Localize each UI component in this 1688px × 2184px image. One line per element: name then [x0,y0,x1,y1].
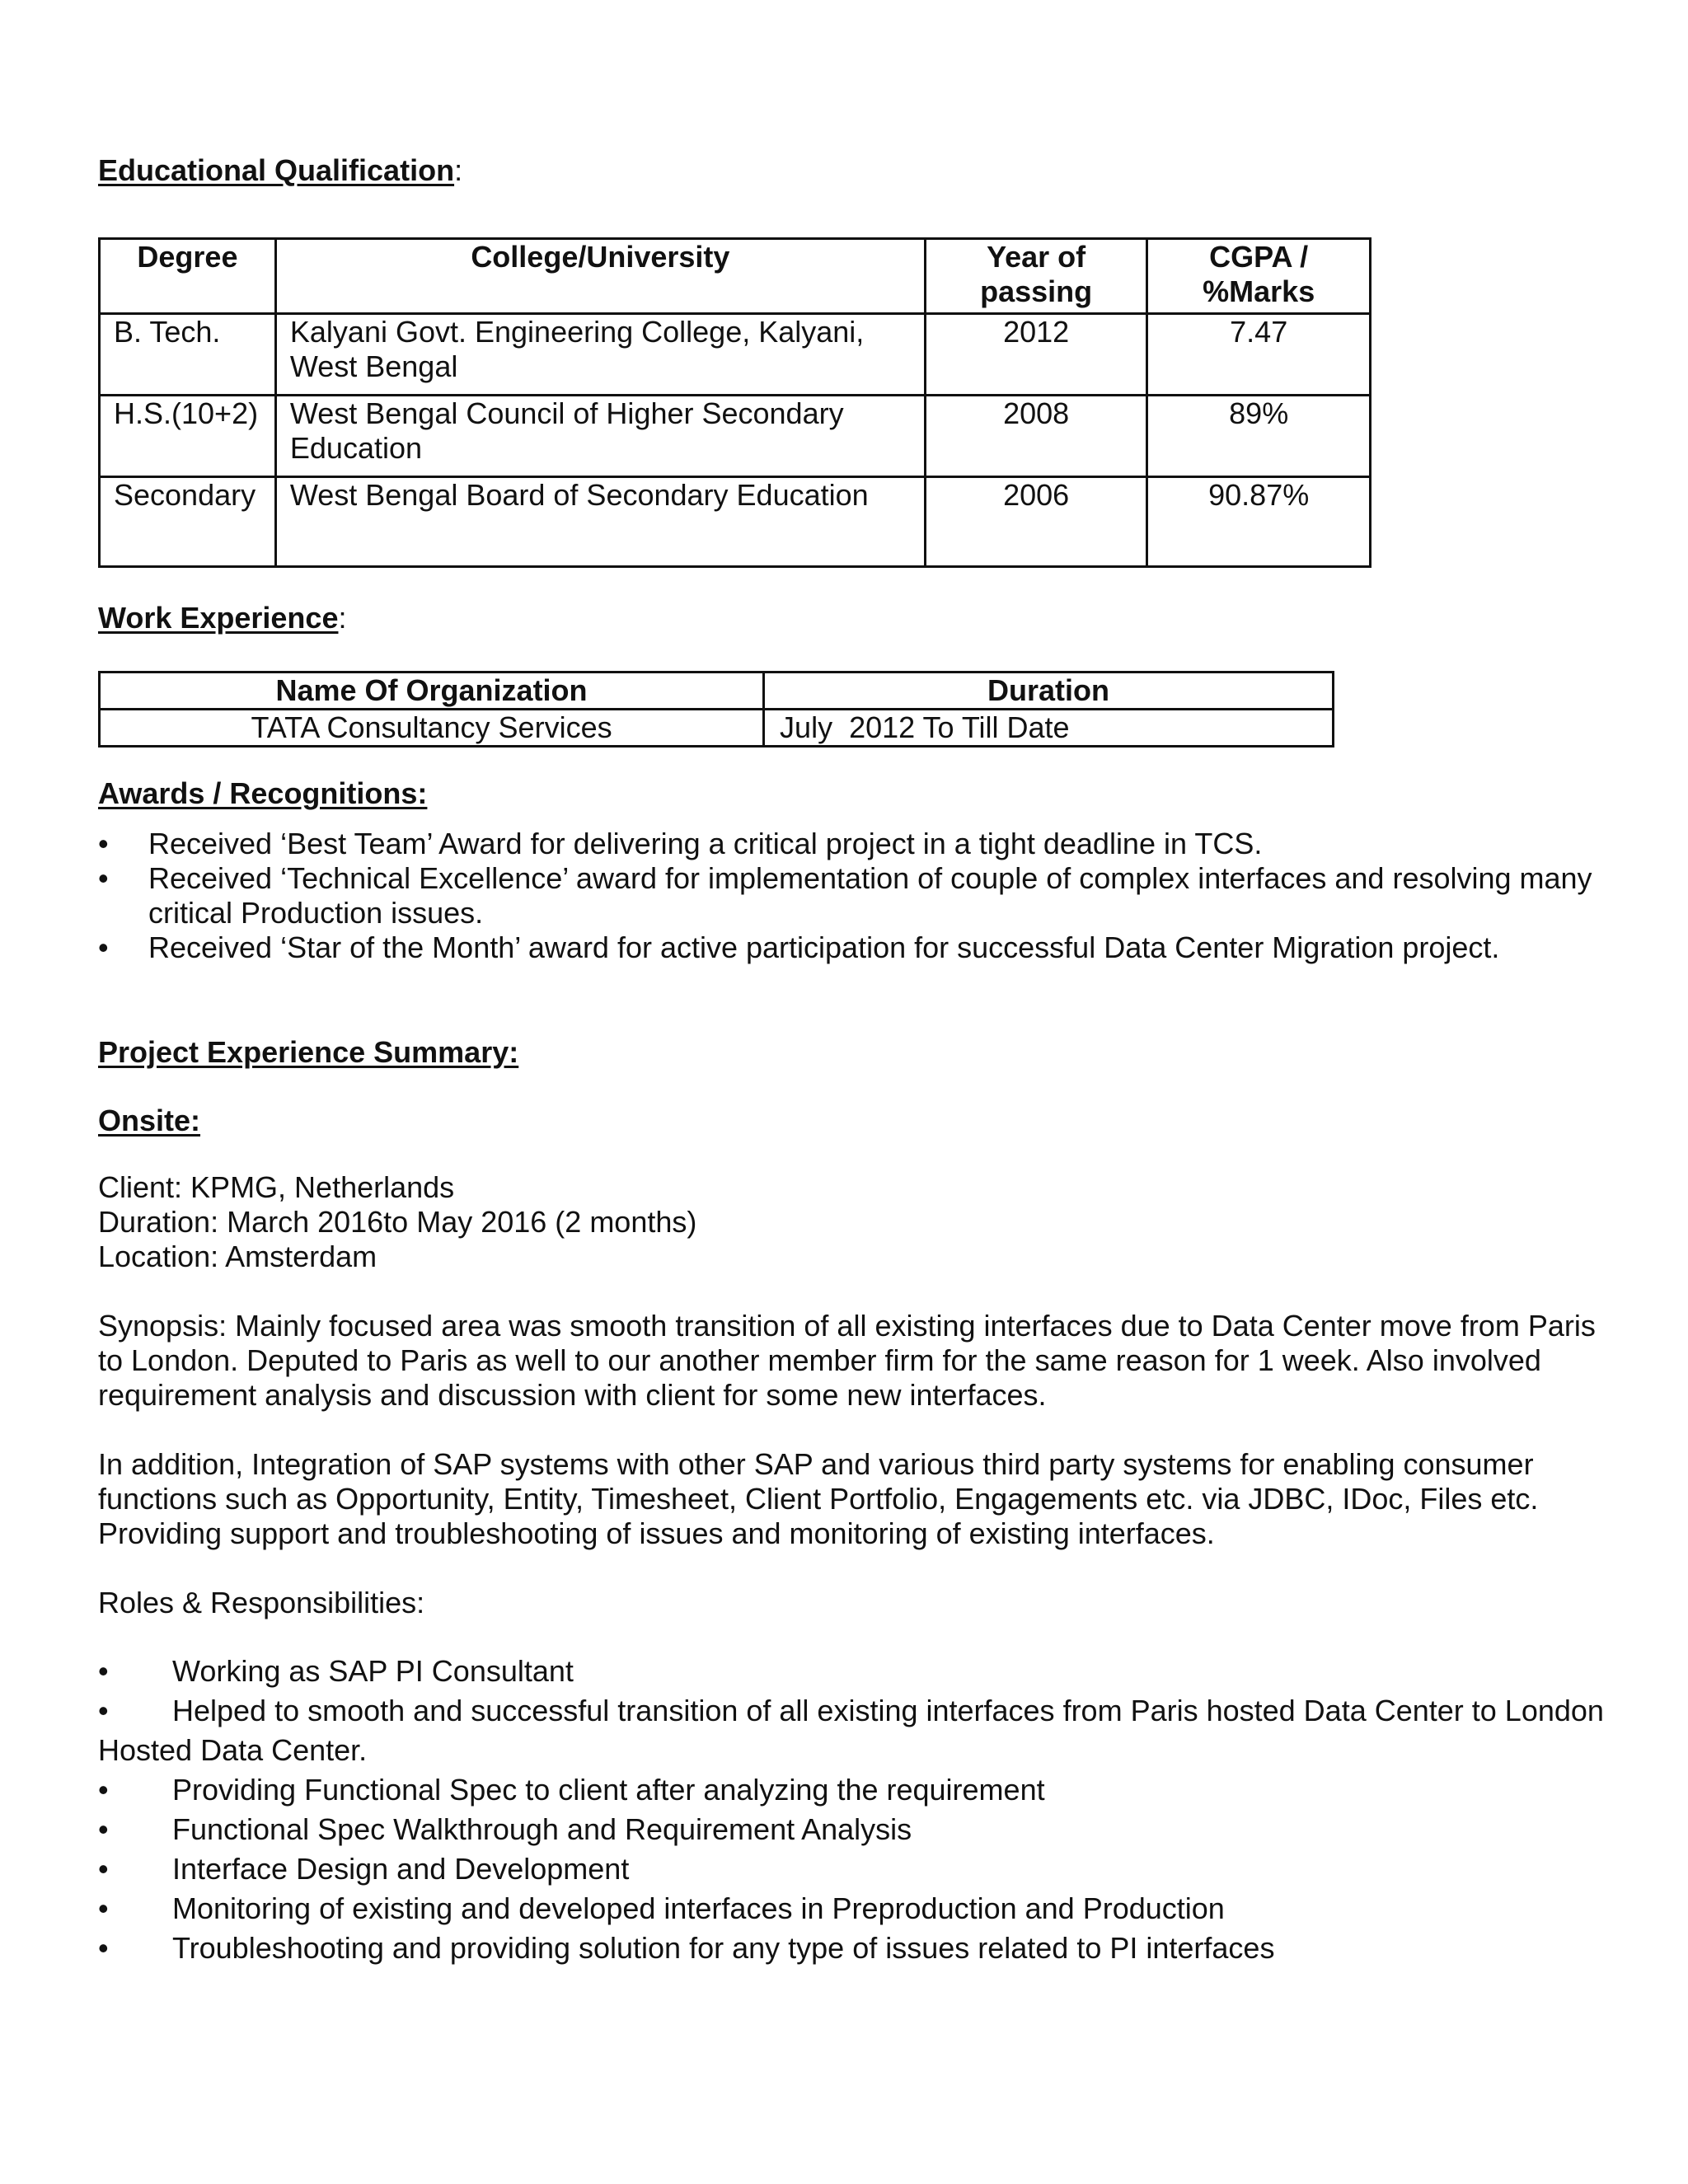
location-line: Location: Amsterdam [98,1240,377,1273]
award-text: Received ‘Technical Excellence’ award for implementation of couple of complex interfaces and resolving many critical Production issues. [148,861,1592,930]
degree-cell: B. Tech. [100,314,276,396]
duration-header: Duration [764,673,1334,710]
awards-list [98,827,1598,965]
table-header-row [100,673,1334,710]
degree-cell: H.S.(10+2) [100,396,276,477]
project-heading-text: Project Experience Summary: [98,1035,519,1069]
college-cell: West Bengal Council of Higher Secondary Education [275,396,925,477]
bullet: • [98,1654,109,1688]
table-row [100,710,1334,747]
bullet: • [98,1891,109,1925]
role-text: Working as SAP PI Consultant [172,1654,574,1688]
bullet: • [98,930,109,964]
award-text: Received ‘Best Team’ Award for delivering a critical project in a tight deadline in TCS. [148,827,1263,860]
marks-header-text: CGPA / %Marks [1203,240,1315,308]
duration-cell: July 2012 To Till Date [764,710,1334,747]
organization-header: Name Of Organization [100,673,764,710]
role-text: Troubleshooting and providing solution for any type of issues related to PI interfaces [172,1931,1275,1965]
bullet: • [98,1852,109,1886]
project-heading [98,1034,518,1071]
organization-cell: TATA Consultancy Services [100,710,764,747]
education-heading-colon: : [454,153,463,187]
synopsis-paragraph: Synopsis: Mainly focused area was smooth transition of all existing interfaces due to Data Center move from Paris to London. Deputed to Paris as well to our another member firm for the same reason for 1 week. Also involved requirement analysis and discussion with client for some new interfaces. [98,1309,1596,1412]
year-header-text: Year of passing [980,240,1093,308]
year-cell: 2006 [925,477,1147,567]
roles-heading: Roles & Responsibilities: [98,1586,425,1619]
marks-header [1147,239,1371,314]
role-text: Functional Spec Walkthrough and Requirement Analysis [172,1812,912,1846]
marks-cell: 90.87% [1147,477,1371,567]
bullet: • [98,1812,109,1846]
duration-line: Duration: March 2016to May 2016 (2 months) [98,1205,697,1239]
list-item [98,1691,1623,1770]
year-cell: 2008 [925,396,1147,477]
role-text: Providing Functional Spec to client after analyzing the requirement [172,1773,1045,1807]
work-heading-text: Work Experience [98,601,339,635]
role-text: Interface Design and Development [172,1852,630,1886]
degree-header: Degree [100,239,276,314]
marks-cell: 7.47 [1147,314,1371,396]
table-header-row [100,239,1371,314]
education-table [98,237,1372,568]
awards-heading [98,776,427,812]
year-header [925,239,1147,314]
role-text: Helped to smooth and successful transition of all existing interfaces from Paris hosted Data Center to London Hosted Data Center. [98,1694,1604,1767]
list-item [98,930,1598,965]
client-line: Client: KPMG, Netherlands [98,1170,455,1204]
work-heading-colon: : [338,601,347,635]
list-item [98,1770,1623,1810]
role-text: Monitoring of existing and developed interfaces in Preproduction and Production [172,1891,1225,1925]
work-table [98,671,1334,748]
year-cell: 2012 [925,314,1147,396]
addition-paragraph: In addition, Integration of SAP systems with other SAP and various third party systems for enabling consumer functions such as Opportunity, Entity, Timesheet, Client Portfolio, Engagements etc. via JDBC, IDoc, Files etc. Providing support and troubleshooting of issues and monitoring of existing interfaces. [98,1447,1539,1550]
list-item [98,1652,1623,1691]
award-text: Received ‘Star of the Month’ award for active participation for successful Data Center Migration project. [148,930,1500,964]
list-item [98,1849,1623,1889]
college-header: College/University [275,239,925,314]
bullet: • [98,1931,109,1965]
list-item [98,827,1598,861]
bullet: • [98,827,109,860]
work-heading [98,600,346,636]
onsite-heading [98,1103,200,1139]
roles-list [98,1652,1623,1968]
list-item [98,1889,1623,1929]
bullet: • [98,1773,109,1807]
awards-heading-text: Awards / Recognitions: [98,776,428,810]
education-heading-text: Educational Qualification [98,153,455,187]
college-cell: West Bengal Board of Secondary Education [275,477,925,567]
list-item [98,1810,1623,1849]
table-row [100,396,1371,477]
college-cell: Kalyani Govt. Engineering College, Kalyani, West Bengal [275,314,925,396]
table-row [100,477,1371,567]
onsite-heading-text: Onsite: [98,1104,201,1137]
list-item [98,1929,1623,1968]
bullet: • [98,861,109,895]
degree-cell: Secondary [100,477,276,567]
education-heading [98,152,462,189]
bullet: • [98,1694,109,1727]
list-item [98,861,1598,930]
marks-cell: 89% [1147,396,1371,477]
table-row [100,314,1371,396]
